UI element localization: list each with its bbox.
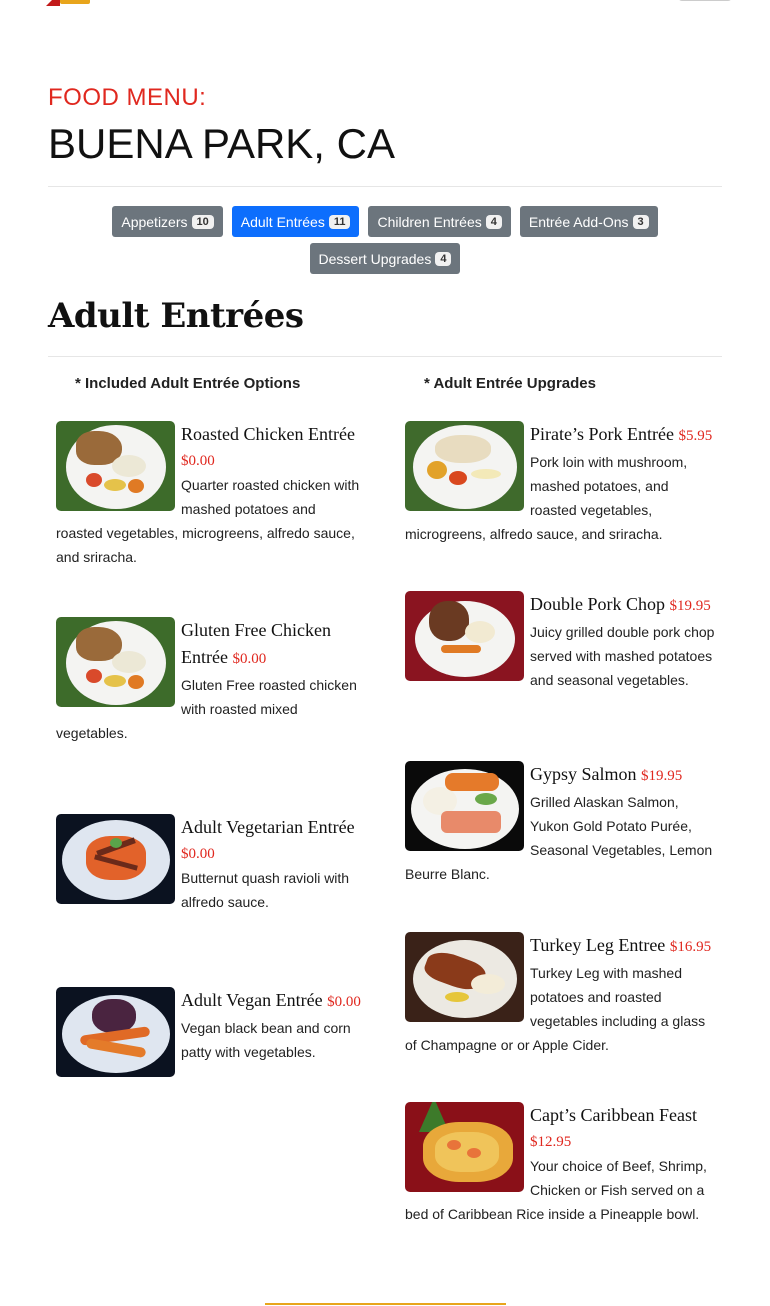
category-tabs <box>48 206 722 274</box>
menu-item <box>405 1102 715 1226</box>
count-badge: 4 <box>486 215 502 229</box>
tab-label: Entrée Add-Ons <box>528 213 629 230</box>
food-photo[interactable] <box>56 421 175 511</box>
food-photo[interactable] <box>405 421 524 511</box>
menu-item <box>56 617 366 745</box>
food-photo[interactable] <box>405 1102 524 1192</box>
tab-label: Adult Entrées <box>240 213 325 230</box>
item-price: $0.00 <box>232 651 267 667</box>
menu-item <box>405 932 715 1057</box>
item-name: Gypsy Salmon <box>530 764 637 784</box>
tab-children-entrees[interactable] <box>368 206 510 237</box>
tab-label: Dessert Upgrades <box>318 250 432 267</box>
item-description: Pork loin with mushroom, mashed potatoes, and roasted vegetables, microgreens, alfredo sauce, and sriracha. <box>405 454 688 542</box>
logo-mark <box>60 0 90 4</box>
divider <box>48 186 722 187</box>
food-menu-label: FOOD MENU: <box>48 84 207 111</box>
item-price: $5.95 <box>678 428 713 444</box>
menu-item <box>405 761 715 886</box>
item-price: $19.95 <box>669 598 711 614</box>
food-photo[interactable] <box>56 617 175 707</box>
item-price: $16.95 <box>669 939 712 955</box>
item-price: $0.00 <box>181 846 215 862</box>
item-description: Turkey Leg with mashed potatoes and roasted vegetables including a glass of Champagne or or Apple Cider. <box>405 965 706 1053</box>
item-description: Quarter roasted chicken with mashed potatoes and roasted vegetables, microgreens, alfredo sauce, and sriracha. <box>56 477 360 565</box>
food-photo[interactable] <box>405 591 524 681</box>
item-description: Your choice of Beef, Shrimp, Chicken or Fish served on a bed of Caribbean Rice inside a Pineapple bowl. <box>405 1158 707 1222</box>
item-description: Grilled Alaskan Salmon, Yukon Gold Potato Purée, Seasonal Vegetables, Lemon Beurre Blanc. <box>405 794 713 882</box>
item-price: $0.00 <box>327 994 361 1010</box>
item-description: Butternut quash ravioli with alfredo sauce. <box>181 870 350 910</box>
divider <box>48 356 722 357</box>
food-photo[interactable] <box>405 932 524 1022</box>
item-name: Adult Vegan Entrée <box>181 990 323 1010</box>
menu-item <box>56 814 366 914</box>
item-name: Adult Vegetarian Entrée <box>181 817 355 837</box>
menu-item <box>405 591 715 692</box>
item-name: Pirate’s Pork Entrée <box>530 424 674 444</box>
tab-appetizers[interactable] <box>112 206 222 237</box>
site-logo[interactable] <box>44 0 234 10</box>
tab-adult-entrees[interactable] <box>232 206 360 237</box>
count-badge: 3 <box>633 215 649 229</box>
item-price: $19.95 <box>641 768 683 784</box>
menu-item <box>56 421 366 569</box>
footer-divider <box>265 1303 506 1305</box>
item-price: $12.95 <box>530 1134 572 1150</box>
item-name: Roasted Chicken Entrée <box>181 424 355 444</box>
item-description: Vegan black bean and corn patty with vegetables. <box>181 1020 351 1060</box>
section-title: Adult Entrées <box>48 296 304 336</box>
item-name: Double Pork Chop <box>530 594 665 614</box>
food-photo[interactable] <box>405 761 524 851</box>
item-name: Turkey Leg Entree <box>530 935 666 955</box>
count-badge: 11 <box>329 215 351 229</box>
tab-label: Appetizers <box>121 213 188 230</box>
item-name: Capt’s Caribbean Feast <box>530 1105 697 1125</box>
hamburger-menu-button[interactable] <box>678 0 732 1</box>
logo-flag-shape <box>46 0 60 6</box>
menu-item <box>56 987 366 1079</box>
food-photo[interactable] <box>56 814 175 904</box>
count-badge: 10 <box>192 215 214 229</box>
item-description: Gluten Free roasted chicken with roasted mixed vegetables. <box>56 677 357 741</box>
upgrades-heading: * Adult Entrée Upgrades <box>424 375 596 392</box>
tab-entree-add-ons[interactable] <box>520 206 658 237</box>
food-photo[interactable] <box>56 987 175 1077</box>
item-description: Juicy grilled double pork chop served with mashed potatoes and seasonal vegetables. <box>530 624 715 688</box>
logo-est-text <box>120 0 184 2</box>
count-badge: 4 <box>435 252 451 266</box>
tab-dessert-upgrades[interactable] <box>310 243 461 274</box>
menu-item <box>405 421 715 546</box>
included-options-heading: * Included Adult Entrée Options <box>75 375 301 392</box>
item-name: Gluten Free Chicken Entrée <box>181 620 331 667</box>
top-navbar <box>0 0 770 12</box>
page-title: BUENA PARK, CA <box>48 120 395 167</box>
tab-label: Children Entrées <box>377 213 482 230</box>
item-price: $0.00 <box>181 453 215 469</box>
